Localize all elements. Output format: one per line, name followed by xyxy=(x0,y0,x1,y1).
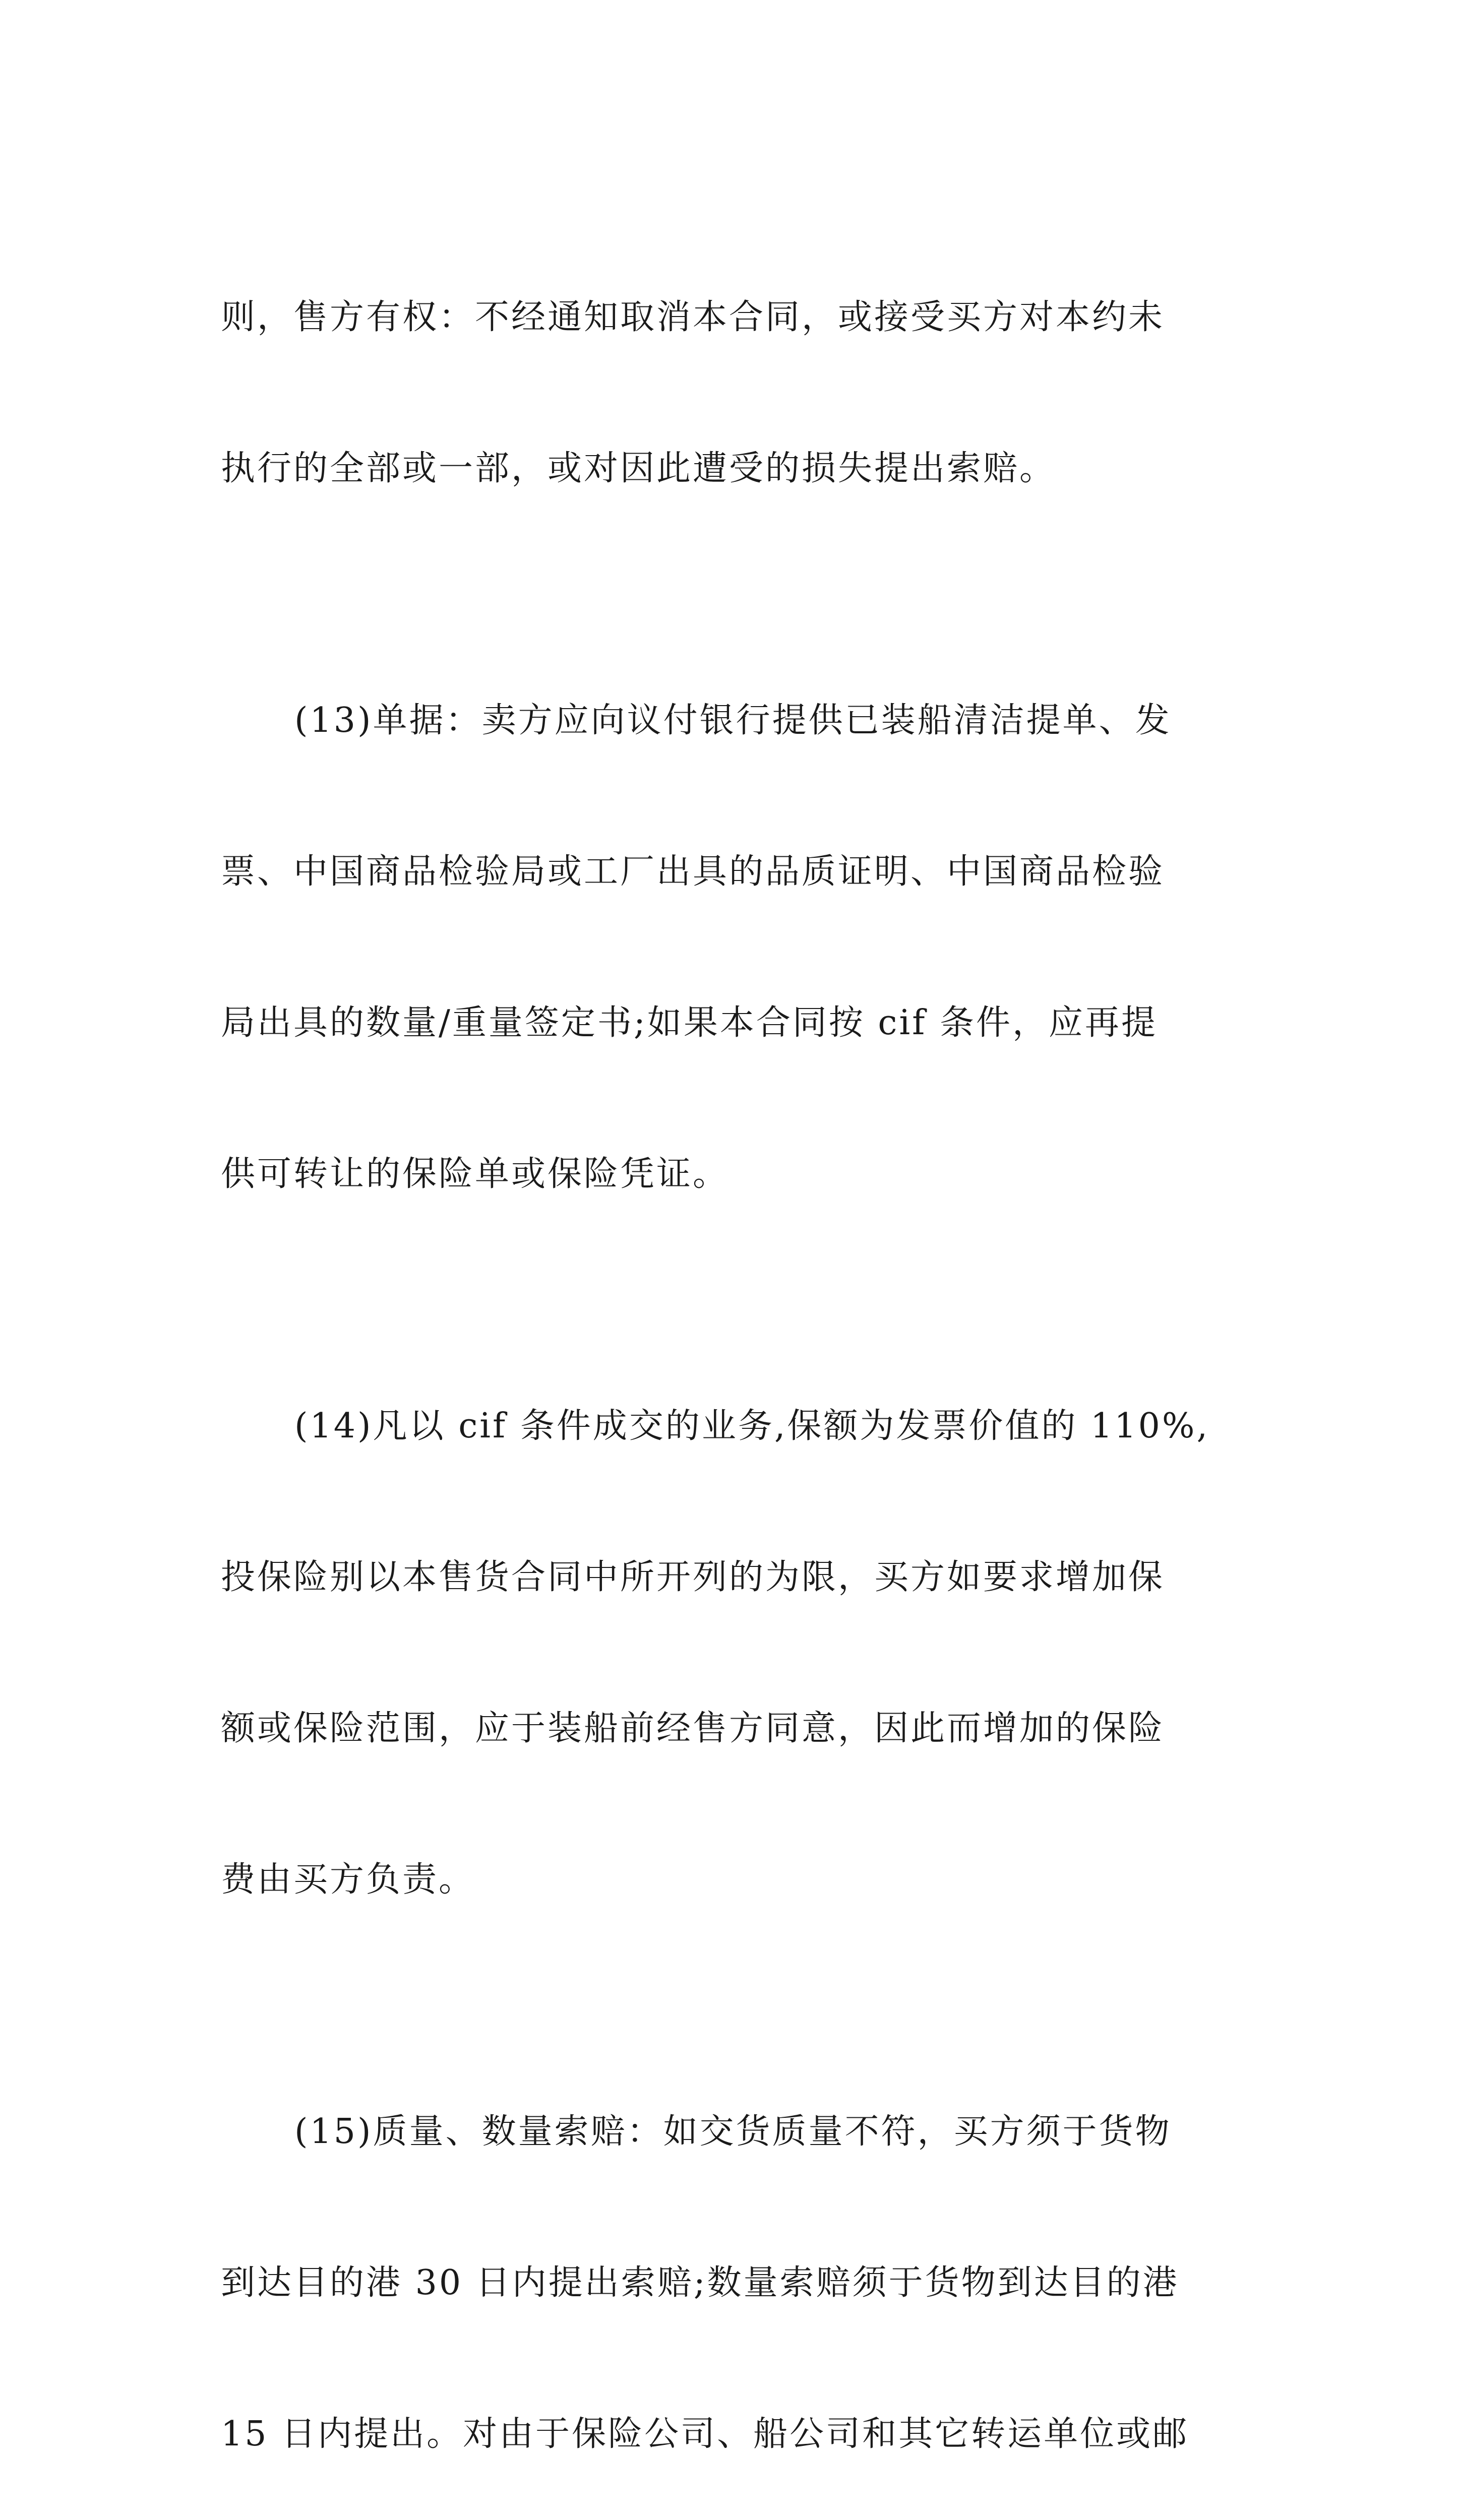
text-line: 投保险别以本售货合同中所开列的为限，买方如要求增加保 xyxy=(221,1557,1165,1597)
text-line: 则，售方有权：不经通知取消本合同，或接受买方对本约未 xyxy=(221,297,1165,337)
text-line: 局出具的数量/重量签定书;如果本合同按 cif 条件，应再提 xyxy=(221,1003,1158,1043)
paragraph-clause-13 xyxy=(221,595,1249,1300)
text-line: 票、中国商品检验局或工厂出具的品质证明、中国商品检验 xyxy=(221,852,1165,892)
text-line: 执行的全部或一部，或对因此遭受的损失提出索赔。 xyxy=(221,449,1056,488)
document-body xyxy=(221,192,1249,2520)
text-line: 费由买方负责。 xyxy=(221,1860,475,1900)
text-line: (14)凡以 cif 条件成交的业务,保额为发票价值的 110%, xyxy=(294,1406,1210,1446)
text-line: 15 日内提出。对由于保险公司、船公司和其它转运单位或邮 xyxy=(221,2414,1189,2454)
paragraph-clause-14 xyxy=(221,1300,1249,2006)
text-line: 供可转让的保险单或保险凭证。 xyxy=(221,1154,730,1194)
text-line: 额或保险范围，应于装船前经售方同意，因此而增加的保险 xyxy=(221,1709,1165,1748)
paragraph-clause-15 xyxy=(221,2006,1249,2520)
text-line: 到达目的港 30 日内提出索赔;数量索赔须于货物到达目的港 xyxy=(221,2263,1179,2303)
text-line: (13)单据：卖方应向议付银行提供已装船清洁提单、发 xyxy=(294,701,1172,740)
text-line: (15)质量、数量索赔：如交货质量不符，买方须于货物 xyxy=(294,2112,1172,2152)
paragraph-continuation xyxy=(221,192,1249,595)
